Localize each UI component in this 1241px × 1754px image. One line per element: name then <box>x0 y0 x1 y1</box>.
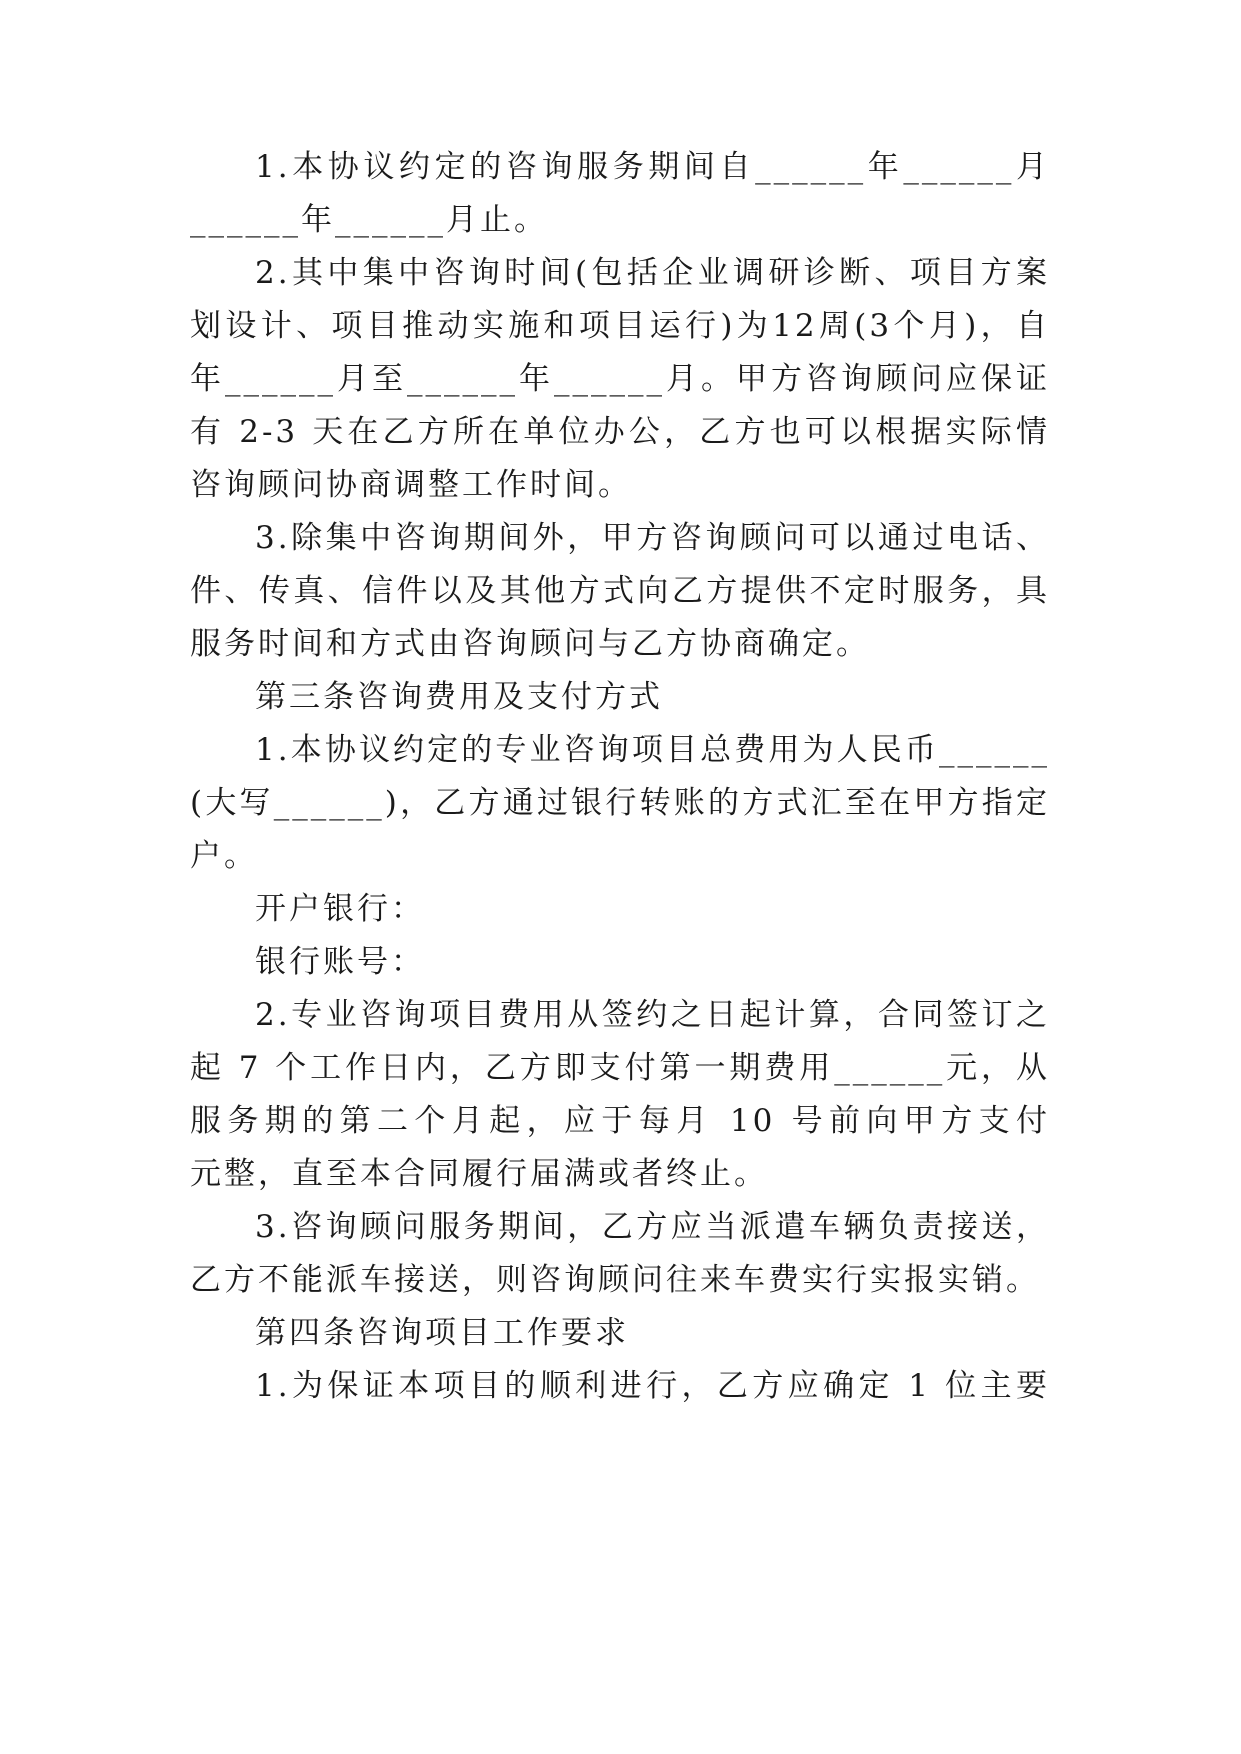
text-line: 服务期的第二个月起，应于每月 10 号前向甲方支付 <box>190 1103 1050 1139</box>
text-line: 服务时间和方式由咨询顾问与乙方协商确定。 <box>190 626 870 662</box>
text-line: 起 7 个工作日内，乙方即支付第一期费用______元，从 <box>190 1050 1050 1086</box>
bank-name-label: 开户银行： <box>255 891 425 927</box>
text-line: 1.本协议约定的咨询服务期间自______年______月 <box>255 149 1050 185</box>
text-line: 3.除集中咨询期间外，甲方咨询顾问可以通过电话、 <box>255 520 1050 556</box>
text-line: 2.其中集中咨询时间(包括企业调研诊断、项目方案 <box>255 255 1050 291</box>
text-line: ______年______月止。 <box>190 202 548 238</box>
text-line: 有 2-3 天在乙方所在单位办公，乙方也可以根据实际情 <box>190 414 1050 450</box>
text-line: 2.专业咨询项目费用从签约之日起计算，合同签订之 <box>255 997 1050 1033</box>
text-line: 元整，直至本合同履行届满或者终止。 <box>190 1156 768 1192</box>
section-heading: 第三条咨询费用及支付方式 <box>255 679 663 715</box>
text-line: 件、传真、信件以及其他方式向乙方提供不定时服务，具 <box>190 573 1050 609</box>
text-line: 1.为保证本项目的顺利进行，乙方应确定 1 位主要 <box>255 1368 1050 1404</box>
text-line: 咨询顾问协商调整工作时间。 <box>190 467 632 503</box>
text-line: (大写______)，乙方通过银行转账的方式汇至在甲方指定 <box>190 785 1050 821</box>
text-line: 划设计、项目推动实施和项目运行)为12周(3个月)，自 <box>190 308 1050 344</box>
text-line: 1.本协议约定的专业咨询项目总费用为人民币______ <box>255 732 1050 768</box>
text-line: 乙方不能派车接送，则咨询顾问往来车费实行实报实销。 <box>190 1262 1040 1298</box>
bank-account-label: 银行账号： <box>255 944 425 980</box>
section-heading: 第四条咨询项目工作要求 <box>255 1315 629 1351</box>
text-line: 户。 <box>190 838 258 874</box>
text-line: 年______月至______年______月。甲方咨询顾问应保证 <box>190 361 1050 397</box>
text-line: 3.咨询顾问服务期间，乙方应当派遣车辆负责接送， <box>255 1209 1050 1245</box>
